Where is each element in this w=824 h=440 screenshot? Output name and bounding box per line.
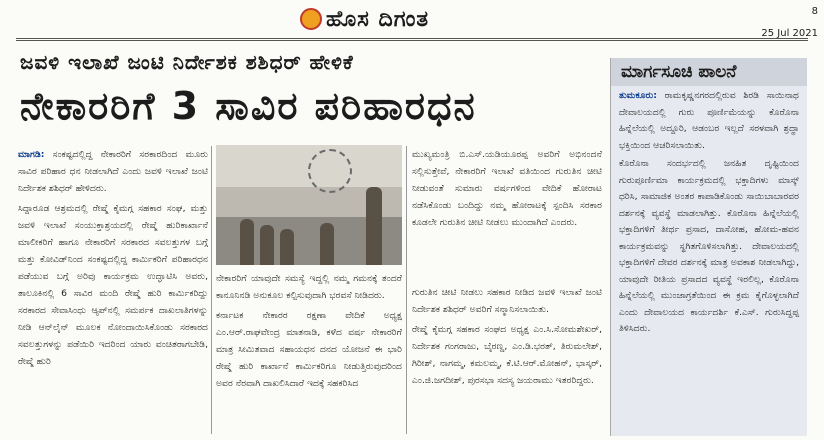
article-paragraph: ಮುಖ್ಯಮಂತ್ರಿ ಬಿ.ಎಸ್.ಯಡಿಯೂರಪ್ಪ ಅವರಿಗೆ ಅಭಿನಂದನೆ ಸಲ್ಲಿಸುತ್ತೇವೆ, ನೇಕಾರರಿಗೆ ಇಲಾಖೆ ವತಿಯಿಂದ ಗುರುತಿನ ಚೀಟಿ ನೀಡುವಂತೆ ಸುಮಾರು ವರ್ಷಗಳಿಂದ ವೇದಿಕೆ ಹೋರಾಟ ನಡೆಸಿಕೊಂಡು ಬಂದಿದ್ದು ನಮ್ಮ ಹೋರಾಟಕ್ಕೆ ಸ್ಪಂದಿಸಿ ಸರಕಾರ ಕೂಡಲೇ ಗುರುತಿನ ಚೀಟಿ ನೀಡಲು ಮುಂದಾಗಿದೆ ಎಂದರು.: [412, 149, 602, 228]
sidebar-paragraph: ಕೊರೊನಾ ಸಂದರ್ಭದಲ್ಲಿ ಜನಹಿತ ದೃಷ್ಟಿಯಿಂದ ಗುರುಪೂರ್ಣಿಮಾ ಕಾರ್ಯಕ್ರಮದಲ್ಲಿ ಭಕ್ತಾದಿಗಳು ಮಾಸ್ಕ್ ಧರಿಸಿ, ಸಾಮಾಜಿಕ ಅಂತರ ಕಾಪಾಡಿಕೊಂಡು ಸಾಯಿಬಾಬಾರವರ ದರ್ಶನಕ್ಕೆ ವ್ಯವಸ್ಥೆ ಮಾಡಲಾಗಿತ್ತು. ಕೊರೊನಾ ಹಿನ್ನೆಲೆಯಲ್ಲಿ ಭಕ್ತಾದಿಗಳಿಗೆ ತೀರ್ಥ ಪ್ರಸಾದ, ದಾಸೋಹ, ಹೋಮ-ಹವನ ಕಾರ್ಯಕ್ರಮವನ್ನು ಸ್ಥಗಿತಗೊಳಿಸಲಾಗಿತ್ತು. ದೇವಾಲಯದಲ್ಲಿ ಭಕ್ತಾದಿಗಳಿಗೆ ದೇವರ ದರ್ಶನಕ್ಕೆ ಮಾತ್ರ ಅವಕಾಶ ನೀಡಲಾಗಿದ್ದು, ಯಾವುದೇ ರೀತಿಯ ಪ್ರಸಾದದ ವ್ಯವಸ್ಥೆ ಇರಲಿಲ್ಲ, ಕೊರೊನಾ ಹಿನ್ನೆಲೆಯಲ್ಲಿ ಮುಂಜಾಗ್ರತೆಯಿಂದ ಈ ಕ್ರಮ ಕೈಗೊಳ್ಳಲಾಗಿದೆ ಎಂದು ದೇವಾಲಯದ ಕಾರ್ಯದರ್ಶಿ ಕೆ.ಎಸ್. ಗುರುಸಿದ್ದಪ್ಪ ತಿಳಿಸಿದರು.: [619, 158, 799, 334]
column-divider: [211, 146, 212, 434]
photo-person: [260, 225, 274, 265]
article-column-3-top: [412, 146, 602, 234]
article-paragraph: ಗುರುತಿನ ಚೀಟಿ ನೀಡಲು ಸಹಕಾರ ನೀಡಿದ ಜವಳಿ ಇಲಾಖೆ ಜಂಟಿ ನಿರ್ದೇಶಕ ಶಶಿಧರ್ ಅವರಿಗೆ ಸನ್ಮಾನಿಸಲಾಯಿತು.: [412, 287, 602, 315]
sidebar-paragraph: [619, 88, 799, 154]
article-paragraph: [18, 146, 208, 197]
masthead-rule: [16, 38, 808, 41]
article-column-2: [216, 270, 402, 395]
sidebar-article: [610, 58, 807, 436]
newspaper-logo-icon: [300, 8, 322, 30]
article-photo: [216, 145, 402, 265]
article-paragraph-text: ಸಂಕಷ್ಟದಲ್ಲಿದ್ದ ನೇಕಾರರಿಗೆ ಸರಕಾರದಿಂದ ಮೂರು ಸಾವಿರ ಪರಿಹಾರ ಧನ ನೀಡಲಾಗಿದೆ ಎಂದು ಜವಳಿ ಇಲಾಖೆ ಜಂಟಿ ನಿರ್ದೇಶಕ ಶಶಿಧರ್ ಹೇಳಿದರು.: [18, 149, 208, 194]
article-headline: ನೇಕಾರರಿಗೆ 3 ಸಾವಿರ ಪರಿಹಾರಧನ: [20, 84, 477, 128]
photo-person: [320, 223, 334, 265]
fan-icon: [308, 149, 352, 193]
issue-date: 25 Jul 2021: [761, 28, 818, 39]
photo-person: [280, 229, 294, 265]
column-divider: [406, 146, 407, 434]
sidebar-body: [611, 86, 807, 342]
sidebar-heading: ಮಾರ್ಗಸೂಚಿ ಪಾಲನೆ: [611, 58, 807, 86]
article-dateline: ಮಾಗಡಿ:: [18, 149, 45, 160]
article-paragraph: ನೇಕಾರರಿಗೆ ಯಾವುದೇ ಸಮಸ್ಯೆ ಇದ್ದಲ್ಲಿ ನಮ್ಮ ಗಮನಕ್ಕೆ ತಂದರೆ ಕಾನೂನಿನಡಿ ಅನುಕೂಲ ಕಲ್ಪಿಸುವುದಾಗಿ ಭರವಸೆ ನೀಡಿದರು.: [216, 273, 402, 301]
article-paragraph: ಸಿದ್ದಾರೂಡ ಆಶ್ರಮದಲ್ಲಿ ರೇಷ್ಮೆ ಕೈಮಗ್ಗ ಸಹಕಾರ ಸಂಘ, ಮತ್ತು ಜವಳಿ ಇಲಾಖೆ ಸಂಯುಕ್ತಾಶ್ರಯದಲ್ಲಿ ರೇಷ್ಮೆ ಹುರಿಕಾರ್ಖಾನೆ ಮಾಲೀಕರಿಗೆ ಹಾಗೂ ನೇಕಾರರಿಗೆ ಸರಕಾರದ ಸವಲತ್ತುಗಳ ಬಗ್ಗೆ ಮತ್ತು ಕೋವಿಡ್‌ನಿಂದ ಸಂಕಷ್ಟದಲ್ಲಿದ್ದ ಕಾರ್ಮಿಕರಿಗೆ ಪರಿಹಾರಧನ ಪಡೆಯುವ ಬಗ್ಗೆ ಅರಿವು ಕಾರ್ಯಕ್ರಮ ಉದ್ಘಾಟಿಸಿ ಅವರು, ತಾಲೂಕಿನಲ್ಲಿ 6 ಸಾವಿರ ಮಂದಿ ರೇಷ್ಮೆ ಹುರಿ ಕಾರ್ಮಿಕರಿದ್ದು ಸರಕಾರದ ಸೇವಾಸಿಂಧು ಆ್ಯಪ್‌ನಲ್ಲಿ ಸಮರ್ಪಕ ದಾಖಲಾತಿಗಳನ್ನು ನೀಡಿ ಆನ್‌ಲೈನ್ ಮೂಲಕ ನೋಂದಾಯಿಸಿಕೊಂಡು ಸರಕಾರದ ಸವಲತ್ತುಗಳನ್ನು ಪಡೆಯಿರಿ ಇದರಿಂದ ಯಾರು ವಂಚಿತರಾಗಬೇಡಿ, ರೇಷ್ಮೆ ಹುರಿ: [18, 203, 208, 367]
article-kicker: ಜವಳಿ ಇಲಾಖೆ ಜಂಟಿ ನಿರ್ದೇಶಕ ಶಶಿಧರ್ ಹೇಳಿಕೆ: [20, 50, 354, 74]
photo-person: [366, 187, 382, 265]
article-column-1: [18, 146, 208, 373]
page-number: 8: [811, 6, 818, 17]
article-paragraph: ರೇಷ್ಮೆ ಕೈಮಗ್ಗ ಸಹಕಾರ ಸಂಘದ ಅಧ್ಯಕ್ಷ ಎಂ.ಸಿ.ಸೋಮಶೇಖರ್, ನಿರ್ದೇಶಕ ಗಂಗರಾಜು, ಬೈರಣ್ಣ, ಎಂ.ಡಿ.ಭರತ್, ತಿರುಮಲೇಶ್, ಗಿರೀಶ್, ನಾಗಮ್ಮ, ಕಮಲಮ್ಮ, ಕೆ.ಟಿ.ಆರ್.ಮೋಹನ್, ಭಾಸ್ಕರ್, ಎಂ.ಜಿ.ಜಗದೀಶ್, ಪುರಸಭಾ ಸದಸ್ಯ ಜಯರಾಮು ಇತರರಿದ್ದರು.: [412, 324, 602, 386]
photo-person: [240, 219, 254, 265]
article-column-3-bottom: [412, 284, 602, 392]
article-paragraph: ಕರ್ನಾಟಕ ನೇಕಾರರ ರಕ್ಷಣಾ ವೇದಿಕೆ ಅಧ್ಯಕ್ಷ ಎಂ.ಆರ್.ರಾಘವೇಂದ್ರ ಮಾತನಾಡಿ, ಕಳೆದ ವರ್ಷ ನೇಕಾರರಿಗೆ ಮಾತ್ರ ಸೀಮಿತವಾದ ಸಹಾಯಧನ ದನದ ಯೋಜನೆ ಈ ಭಾರಿ ರೇಷ್ಮೆ ಹುರಿ ಕಾರ್ಖಾನೆ ಕಾರ್ಮಿಕರಿಗೂ ನೀಡುತ್ತಿರುವುದರಿಂದ ಅವರ ನೆರವಾಗಿ ದಾಖಲಿಸಿದಾರೆ ಇದಕ್ಕೆ ಸಹಕರಿಸಿದ: [216, 310, 402, 389]
newspaper-title: ಹೊಸ ದಿಗಂತ: [326, 6, 430, 32]
sidebar-paragraph-text: ರಾಮಕೃಷ್ಣನಗರದಲ್ಲಿರುವ ಶಿರಡಿ ಸಾಯಿನಾಥ ದೇವಾಲಯದಲ್ಲಿ ಗುರು ಪೂರ್ಣಿಮೆಯನ್ನು ಕೊರೊನಾ ಹಿನ್ನೆಲೆಯಲ್ಲಿ ಅದ್ದೂರಿ, ಆಡಂಬರ ಇಲ್ಲದೆ ಸರಳವಾಗಿ ಶ್ರದ್ಧಾ ಭಕ್ತಿಯಿಂದ ಆಚರಿಸಲಾಯಿತು.: [619, 90, 799, 151]
sidebar-dateline: ತುಮಕೂರು:: [619, 90, 657, 101]
masthead: [300, 4, 520, 34]
